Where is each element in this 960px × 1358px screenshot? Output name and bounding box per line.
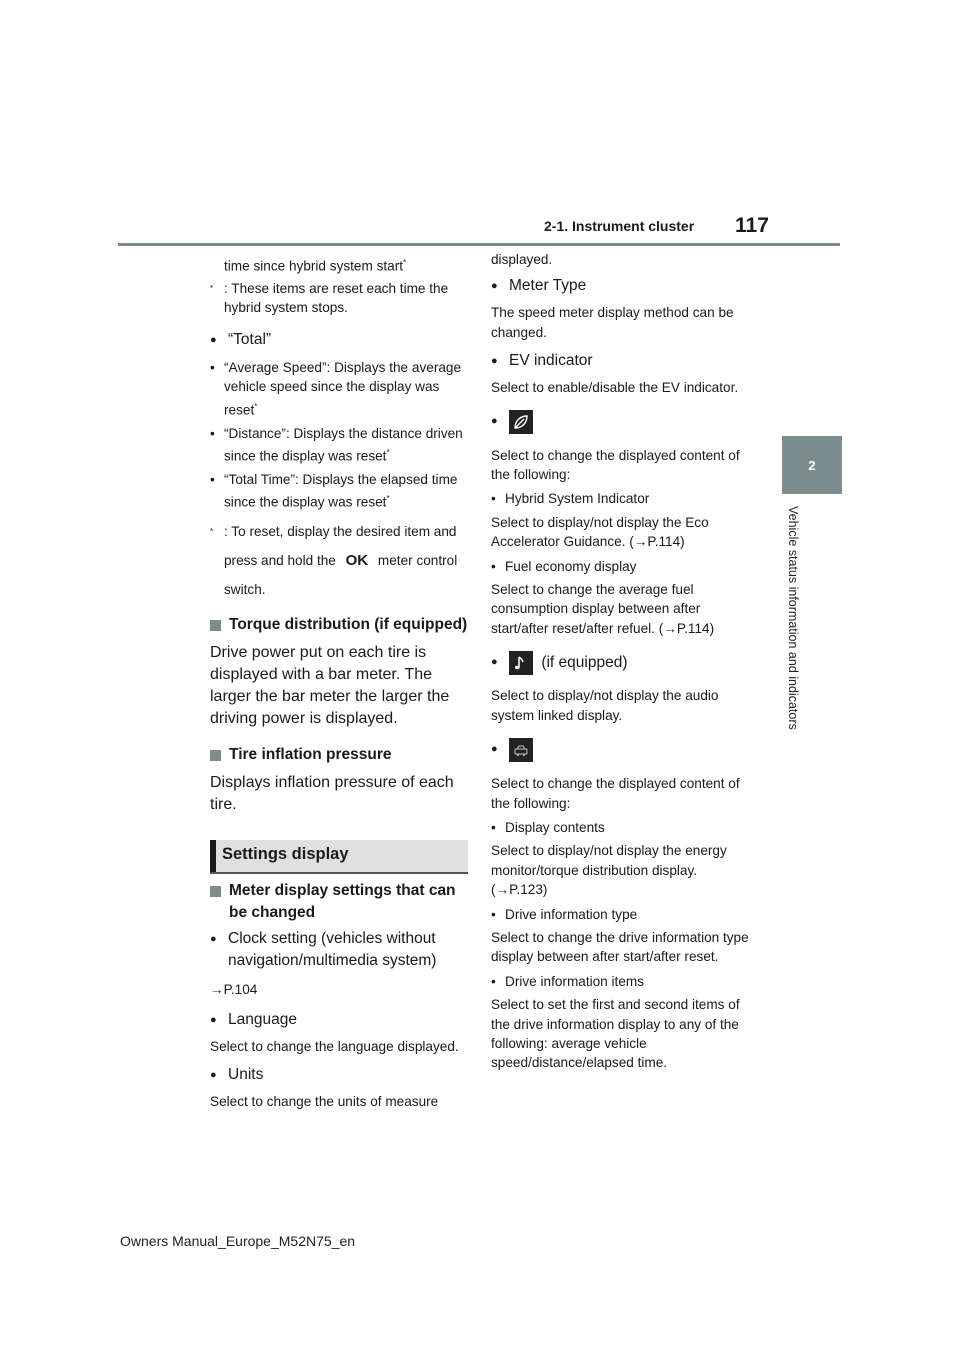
- footnote: * : These items are reset each time the hybrid system stops.: [210, 280, 449, 316]
- chapter-title-vertical: Vehicle status information and indicators: [786, 506, 800, 730]
- fuel-body: Select to change the average fuel consumption display between after start/after reset/after refuel. (→P.114): [491, 582, 715, 636]
- list-item: • Hybrid System Indicator: [491, 489, 749, 508]
- tire-body: Displays inflation pressure of each tire.: [210, 774, 454, 814]
- right-column: [491, 250, 749, 1073]
- list-item: • “Distance”: Displays the distance driven since the display was reset*: [210, 424, 468, 466]
- settings-section-header: [210, 840, 468, 874]
- left-column: time since hybrid system start* * : These items are reset each time the hybrid system stops. ● “Total” • “Average Speed”: Displays the average vehicle speed since the display was reset* • “Distance”: Displays the distance driven since the display was reset* • “Total Time”: Displays the elapsed time since the display was reset* * : To reset, display the desired item and press and hold the OK meter control switch. Torque distribution (if equipped) Drive power put on each tire is displayed with a bar meter. The larger the bar meter the larger the driving power is displayed. Tire inflation pressure Displays inflation pressure of each tire. Settings display Meter display settings that can be changed ● Clock setting (vehicles without navigation/multimedia system) →P.104 ● Language Select to change the language displayed. ● Units Select to change the units of measure: [210, 253, 468, 1111]
- list-item: • Drive information type: [491, 905, 749, 924]
- list-item: • “Total Time”: Displays the elapsed time since the display was reset*: [210, 470, 468, 512]
- heading-tire: Tire inflation pressure: [210, 744, 468, 766]
- footnote: * : To reset, display the desired item and press and hold the OK meter control switch.: [210, 524, 458, 598]
- section-title: 2-1. Instrument cluster: [544, 218, 695, 234]
- car-body: Select to change the displayed content of the following:: [491, 776, 740, 811]
- ev-body: Select to enable/disable the EV indicator.: [491, 380, 739, 396]
- music-note-icon: [509, 651, 533, 675]
- list-item: • Display contents: [491, 818, 749, 837]
- header-divider: [118, 243, 840, 246]
- heading-clock: ● Clock setting (vehicles without navigation/multimedia system): [210, 928, 468, 972]
- torque-body: Drive power put on each tire is displayed with a bar meter. The larger the bar meter the larger the driving power is displayed.: [210, 644, 450, 728]
- heading-audio: ● (if equipped): [491, 651, 749, 677]
- units-body: Select to change the units of measure: [210, 1094, 439, 1109]
- list-item: • Drive information items: [491, 972, 749, 991]
- eco-body: Select to change the displayed content of the following:: [491, 447, 740, 483]
- heading-car: [491, 738, 749, 764]
- items-body: Select to set the first and second items of the drive information display to any of the following: average vehicle speed/distance/elapsed time.: [491, 997, 740, 1071]
- settings-title: Settings display: [222, 845, 349, 864]
- heading-ev: ● EV indicator: [491, 350, 749, 372]
- contents-body: Select to display/not display the energy monitor/torque distribution display. (→P.123): [491, 843, 727, 898]
- heading-meter-settings: Meter display settings that can be changed: [210, 880, 468, 924]
- page-number: 117: [735, 214, 769, 237]
- leaf-icon: [509, 410, 533, 434]
- units-continued: displayed.: [491, 252, 553, 267]
- clock-ref: →P.104: [210, 982, 258, 998]
- chapter-tab: [782, 436, 842, 494]
- heading-language: ● Language: [210, 1009, 468, 1031]
- ok-button-glyph: OK: [345, 552, 369, 570]
- car-settings-icon: [509, 738, 533, 762]
- continued-text: time since hybrid system start: [224, 258, 404, 274]
- chapter-number: 2: [808, 457, 816, 473]
- heading-meter-type: ● Meter Type: [491, 275, 749, 297]
- list-item: • “Average Speed”: Displays the average vehicle speed since the display was reset*: [210, 358, 468, 420]
- heading-total: ● “Total”: [210, 329, 468, 351]
- heading-units: ● Units: [210, 1064, 468, 1086]
- footer-text: Owners Manual_Europe_M52N75_en: [120, 1233, 356, 1249]
- meter-type-body: The speed meter display method can be changed.: [491, 305, 734, 340]
- heading-torque: Torque distribution (if equipped): [210, 614, 468, 636]
- hsi-body: Select to display/not display the Eco Accelerator Guidance. (→P.114): [491, 514, 709, 550]
- type-body: Select to change the drive information type display between after start/after reset.: [491, 929, 749, 965]
- language-body: Select to change the language displayed.: [210, 1038, 459, 1054]
- heading-eco: [491, 410, 749, 436]
- list-item: • Fuel economy display: [491, 557, 749, 576]
- audio-body: Select to display/not display the audio system linked display.: [491, 688, 719, 723]
